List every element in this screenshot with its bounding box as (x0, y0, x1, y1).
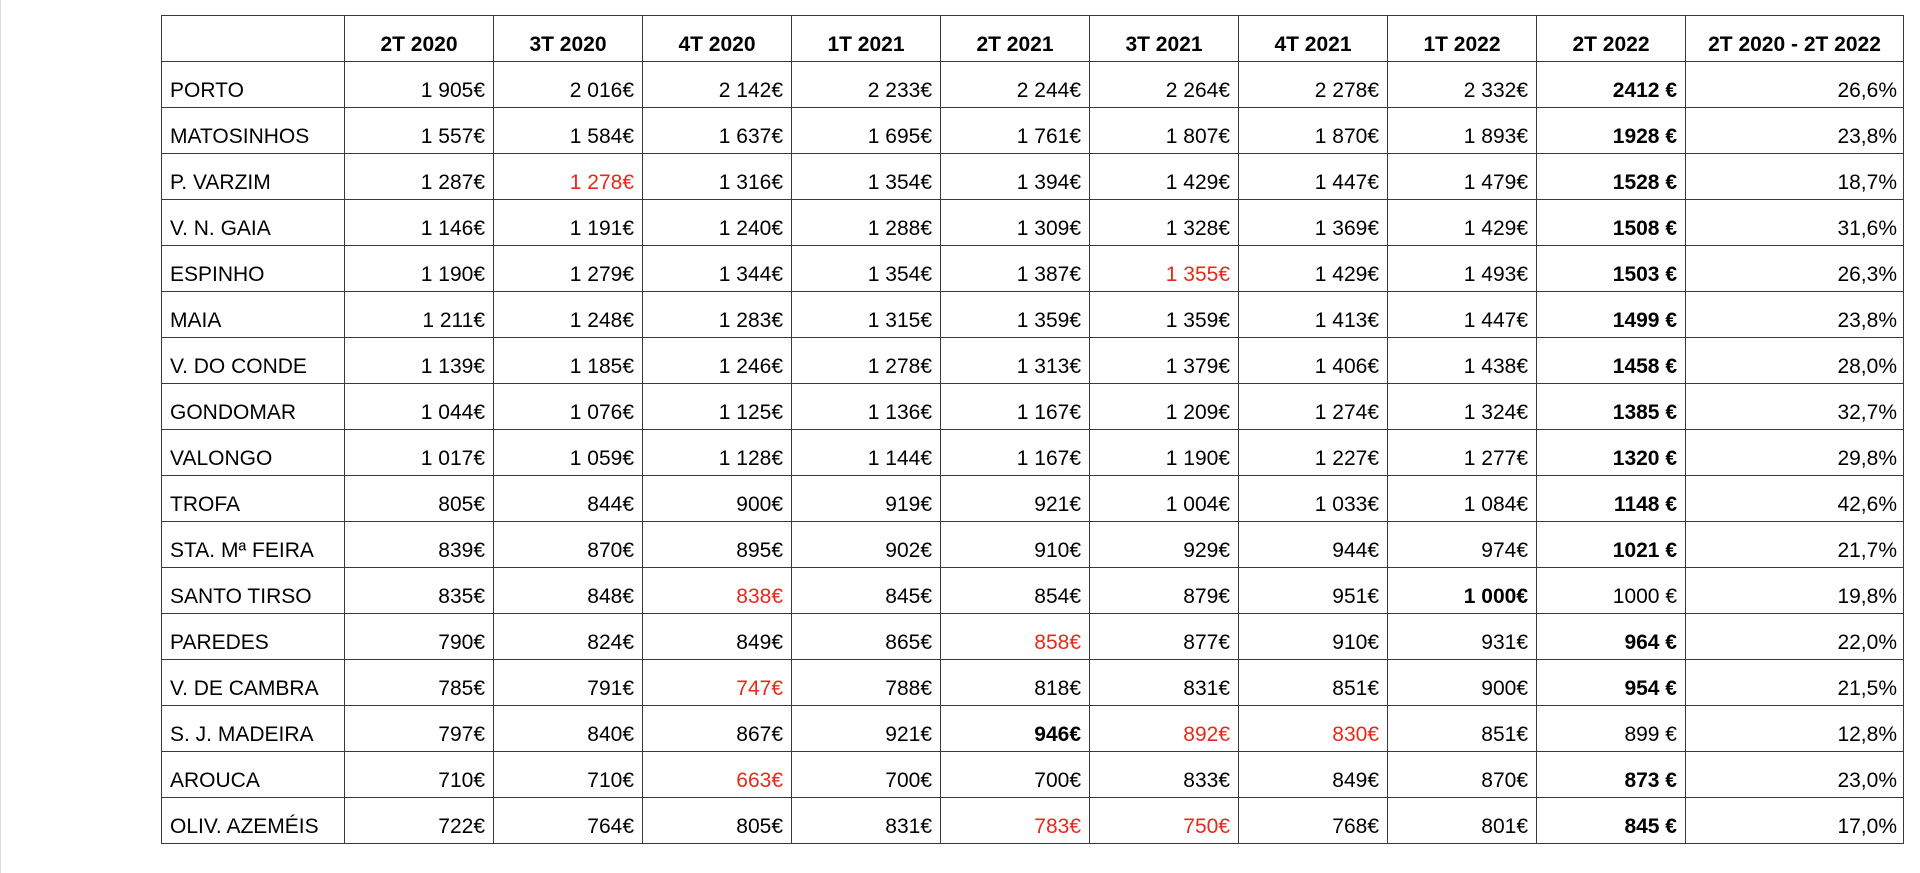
price-cell: 1 059€ (494, 430, 643, 476)
price-cell: 1 277€ (1388, 430, 1537, 476)
latest-price-cell: 1148 € (1537, 476, 1686, 522)
city-name-cell: ESPINHO (162, 246, 345, 292)
price-cell: 747€ (643, 660, 792, 706)
latest-price-cell: 1508 € (1537, 200, 1686, 246)
price-cell: 710€ (494, 752, 643, 798)
price-cell: 833€ (1090, 752, 1239, 798)
price-cell: 1 359€ (1090, 292, 1239, 338)
price-cell: 1 695€ (792, 108, 941, 154)
price-cell: 700€ (941, 752, 1090, 798)
price-cell: 1 870€ (1239, 108, 1388, 154)
column-header: 1T 2021 (792, 16, 941, 62)
price-cell: 1 893€ (1388, 108, 1537, 154)
percent-change-cell: 21,5% (1686, 660, 1904, 706)
percent-change-cell: 42,6% (1686, 476, 1904, 522)
price-cell: 1 004€ (1090, 476, 1239, 522)
price-cell: 700€ (792, 752, 941, 798)
table-row (162, 62, 1904, 108)
price-cell: 1 354€ (792, 246, 941, 292)
city-name-cell: P. VARZIM (162, 154, 345, 200)
price-cell: 1 315€ (792, 292, 941, 338)
price-cell: 788€ (792, 660, 941, 706)
price-cell: 831€ (1090, 660, 1239, 706)
price-cell: 1 355€ (1090, 246, 1239, 292)
city-name-cell: VALONGO (162, 430, 345, 476)
latest-price-cell: 1021 € (1537, 522, 1686, 568)
price-cell: 877€ (1090, 614, 1239, 660)
price-cell: 910€ (941, 522, 1090, 568)
column-header: 4T 2020 (643, 16, 792, 62)
price-cell: 818€ (941, 660, 1090, 706)
price-cell: 1 479€ (1388, 154, 1537, 200)
latest-price-cell: 1528 € (1537, 154, 1686, 200)
table-row (162, 108, 1904, 154)
price-cell: 764€ (494, 798, 643, 844)
percent-change-cell: 31,6% (1686, 200, 1904, 246)
column-header: 1T 2022 (1388, 16, 1537, 62)
price-cell: 895€ (643, 522, 792, 568)
city-name-cell: V. DE CAMBRA (162, 660, 345, 706)
price-cell: 1 278€ (792, 338, 941, 384)
latest-price-cell: 1499 € (1537, 292, 1686, 338)
price-cell: 790€ (345, 614, 494, 660)
price-cell: 840€ (494, 706, 643, 752)
price-cell: 710€ (345, 752, 494, 798)
price-cell: 1 344€ (643, 246, 792, 292)
price-cell: 1 278€ (494, 154, 643, 200)
price-cell: 1 447€ (1239, 154, 1388, 200)
city-name-cell: PAREDES (162, 614, 345, 660)
price-cell: 854€ (941, 568, 1090, 614)
price-cell: 805€ (643, 798, 792, 844)
price-cell: 1 905€ (345, 62, 494, 108)
latest-price-cell: 1458 € (1537, 338, 1686, 384)
table-row (162, 246, 1904, 292)
price-cell: 844€ (494, 476, 643, 522)
price-cell: 1 413€ (1239, 292, 1388, 338)
price-cell: 1 017€ (345, 430, 494, 476)
price-cell: 1 313€ (941, 338, 1090, 384)
price-cell: 1 309€ (941, 200, 1090, 246)
table-row (162, 338, 1904, 384)
price-cell: 1 167€ (941, 384, 1090, 430)
percent-change-cell: 23,8% (1686, 108, 1904, 154)
price-cell: 1 144€ (792, 430, 941, 476)
price-cell: 1 637€ (643, 108, 792, 154)
table-row (162, 154, 1904, 200)
city-name-cell: MAIA (162, 292, 345, 338)
column-header: 2T 2022 (1537, 16, 1686, 62)
price-cell: 663€ (643, 752, 792, 798)
price-cell: 931€ (1388, 614, 1537, 660)
price-cell: 1 167€ (941, 430, 1090, 476)
city-name-cell: S. J. MADEIRA (162, 706, 345, 752)
price-cell: 1 139€ (345, 338, 494, 384)
price-cell: 951€ (1239, 568, 1388, 614)
table-row (162, 292, 1904, 338)
table-row (162, 522, 1904, 568)
price-cell: 921€ (792, 706, 941, 752)
price-cell: 824€ (494, 614, 643, 660)
price-cell: 851€ (1239, 660, 1388, 706)
percent-change-cell: 23,0% (1686, 752, 1904, 798)
price-cell: 2 233€ (792, 62, 941, 108)
city-name-cell: PORTO (162, 62, 345, 108)
price-cell: 1 076€ (494, 384, 643, 430)
table-row (162, 430, 1904, 476)
price-cell: 2 016€ (494, 62, 643, 108)
latest-price-cell: 1320 € (1537, 430, 1686, 476)
price-cell: 1 125€ (643, 384, 792, 430)
price-cell: 1 557€ (345, 108, 494, 154)
percent-change-cell: 23,8% (1686, 292, 1904, 338)
price-cell: 1 584€ (494, 108, 643, 154)
percent-change-cell: 19,8% (1686, 568, 1904, 614)
percent-change-cell: 18,7% (1686, 154, 1904, 200)
percent-change-cell: 17,0% (1686, 798, 1904, 844)
price-cell: 1 274€ (1239, 384, 1388, 430)
price-cell: 1 240€ (643, 200, 792, 246)
table-row (162, 614, 1904, 660)
left-edge-divider (0, 0, 1, 873)
price-cell: 1 190€ (345, 246, 494, 292)
price-cell: 839€ (345, 522, 494, 568)
price-cell: 797€ (345, 706, 494, 752)
price-cell: 902€ (792, 522, 941, 568)
price-cell: 1 394€ (941, 154, 1090, 200)
price-cell: 830€ (1239, 706, 1388, 752)
latest-price-cell: 845 € (1537, 798, 1686, 844)
price-cell: 1 328€ (1090, 200, 1239, 246)
percent-change-cell: 12,8% (1686, 706, 1904, 752)
price-cell: 1 190€ (1090, 430, 1239, 476)
price-cell: 1 438€ (1388, 338, 1537, 384)
price-cell: 2 332€ (1388, 62, 1537, 108)
price-cell: 1 429€ (1388, 200, 1537, 246)
price-cell: 1 248€ (494, 292, 643, 338)
price-cell: 900€ (1388, 660, 1537, 706)
price-cell: 1 279€ (494, 246, 643, 292)
price-cell: 1 044€ (345, 384, 494, 430)
price-cell: 1 209€ (1090, 384, 1239, 430)
price-cell: 838€ (643, 568, 792, 614)
column-header: 2T 2020 - 2T 2022 (1686, 16, 1904, 62)
price-cell: 1 429€ (1090, 154, 1239, 200)
table-row (162, 568, 1904, 614)
city-name-cell: STA. Mª FEIRA (162, 522, 345, 568)
latest-price-cell: 1385 € (1537, 384, 1686, 430)
price-cell: 845€ (792, 568, 941, 614)
city-name-cell: OLIV. AZEMÉIS (162, 798, 345, 844)
percent-change-cell: 28,0% (1686, 338, 1904, 384)
price-cell: 848€ (494, 568, 643, 614)
latest-price-cell: 1503 € (1537, 246, 1686, 292)
table-row (162, 706, 1904, 752)
latest-price-cell: 899 € (1537, 706, 1686, 752)
city-name-cell: SANTO TIRSO (162, 568, 345, 614)
column-header: 3T 2021 (1090, 16, 1239, 62)
column-header: 3T 2020 (494, 16, 643, 62)
price-cell: 1 185€ (494, 338, 643, 384)
price-cell: 1 429€ (1239, 246, 1388, 292)
price-cell: 1 807€ (1090, 108, 1239, 154)
price-cell: 944€ (1239, 522, 1388, 568)
price-cell: 865€ (792, 614, 941, 660)
price-cell: 1 287€ (345, 154, 494, 200)
header-row (162, 16, 1904, 62)
table-row (162, 200, 1904, 246)
city-name-cell: V. N. GAIA (162, 200, 345, 246)
price-cell: 1 246€ (643, 338, 792, 384)
price-cell: 805€ (345, 476, 494, 522)
price-cell: 750€ (1090, 798, 1239, 844)
price-cell: 1 136€ (792, 384, 941, 430)
price-cell: 919€ (792, 476, 941, 522)
column-header: 4T 2021 (1239, 16, 1388, 62)
price-cell: 1 288€ (792, 200, 941, 246)
percent-change-cell: 22,0% (1686, 614, 1904, 660)
price-cell: 867€ (643, 706, 792, 752)
price-cell: 1 211€ (345, 292, 494, 338)
price-cell: 2 278€ (1239, 62, 1388, 108)
price-cell: 910€ (1239, 614, 1388, 660)
price-cell: 1 084€ (1388, 476, 1537, 522)
price-cell: 879€ (1090, 568, 1239, 614)
price-cell: 768€ (1239, 798, 1388, 844)
price-cell: 2 142€ (643, 62, 792, 108)
price-cell: 1 146€ (345, 200, 494, 246)
price-cell: 900€ (643, 476, 792, 522)
price-cell: 783€ (941, 798, 1090, 844)
price-cell: 870€ (494, 522, 643, 568)
price-cell: 1 761€ (941, 108, 1090, 154)
price-cell: 870€ (1388, 752, 1537, 798)
price-cell: 2 244€ (941, 62, 1090, 108)
price-cell: 974€ (1388, 522, 1537, 568)
table-row (162, 798, 1904, 844)
price-cell: 1 283€ (643, 292, 792, 338)
latest-price-cell: 964 € (1537, 614, 1686, 660)
percent-change-cell: 26,3% (1686, 246, 1904, 292)
price-cell: 929€ (1090, 522, 1239, 568)
price-cell: 849€ (643, 614, 792, 660)
city-name-cell: AROUCA (162, 752, 345, 798)
price-cell: 1 354€ (792, 154, 941, 200)
table-row (162, 660, 1904, 706)
price-cell: 785€ (345, 660, 494, 706)
percent-change-cell: 21,7% (1686, 522, 1904, 568)
column-header: 2T 2020 (345, 16, 494, 62)
price-cell: 1 379€ (1090, 338, 1239, 384)
latest-price-cell: 954 € (1537, 660, 1686, 706)
price-cell: 1 493€ (1388, 246, 1537, 292)
city-name-cell: MATOSINHOS (162, 108, 345, 154)
table-row (162, 752, 1904, 798)
latest-price-cell: 1928 € (1537, 108, 1686, 154)
price-cell: 1 128€ (643, 430, 792, 476)
price-cell: 851€ (1388, 706, 1537, 752)
column-header: 2T 2021 (941, 16, 1090, 62)
percent-change-cell: 32,7% (1686, 384, 1904, 430)
price-cell: 2 264€ (1090, 62, 1239, 108)
price-cell: 849€ (1239, 752, 1388, 798)
price-cell: 1 406€ (1239, 338, 1388, 384)
price-cell: 1 191€ (494, 200, 643, 246)
price-cell: 1 387€ (941, 246, 1090, 292)
latest-price-cell: 1000 € (1537, 568, 1686, 614)
price-cell: 921€ (941, 476, 1090, 522)
price-cell: 835€ (345, 568, 494, 614)
price-cell: 858€ (941, 614, 1090, 660)
price-cell: 1 033€ (1239, 476, 1388, 522)
price-cell: 1 324€ (1388, 384, 1537, 430)
price-cell: 791€ (494, 660, 643, 706)
price-cell: 1 227€ (1239, 430, 1388, 476)
table-row (162, 476, 1904, 522)
header-cell-corner (162, 16, 345, 62)
price-cell: 801€ (1388, 798, 1537, 844)
price-cell: 1 359€ (941, 292, 1090, 338)
percent-change-cell: 29,8% (1686, 430, 1904, 476)
price-cell: 1 369€ (1239, 200, 1388, 246)
percent-change-cell: 26,6% (1686, 62, 1904, 108)
price-cell: 722€ (345, 798, 494, 844)
price-cell: 1 000€ (1388, 568, 1537, 614)
city-name-cell: TROFA (162, 476, 345, 522)
price-cell: 1 447€ (1388, 292, 1537, 338)
city-name-cell: GONDOMAR (162, 384, 345, 430)
latest-price-cell: 2412 € (1537, 62, 1686, 108)
city-name-cell: V. DO CONDE (162, 338, 345, 384)
latest-price-cell: 873 € (1537, 752, 1686, 798)
table-body (162, 62, 1904, 844)
rent-price-table (161, 15, 1904, 844)
price-cell: 892€ (1090, 706, 1239, 752)
price-cell: 831€ (792, 798, 941, 844)
price-cell: 946€ (941, 706, 1090, 752)
table-row (162, 384, 1904, 430)
price-cell: 1 316€ (643, 154, 792, 200)
